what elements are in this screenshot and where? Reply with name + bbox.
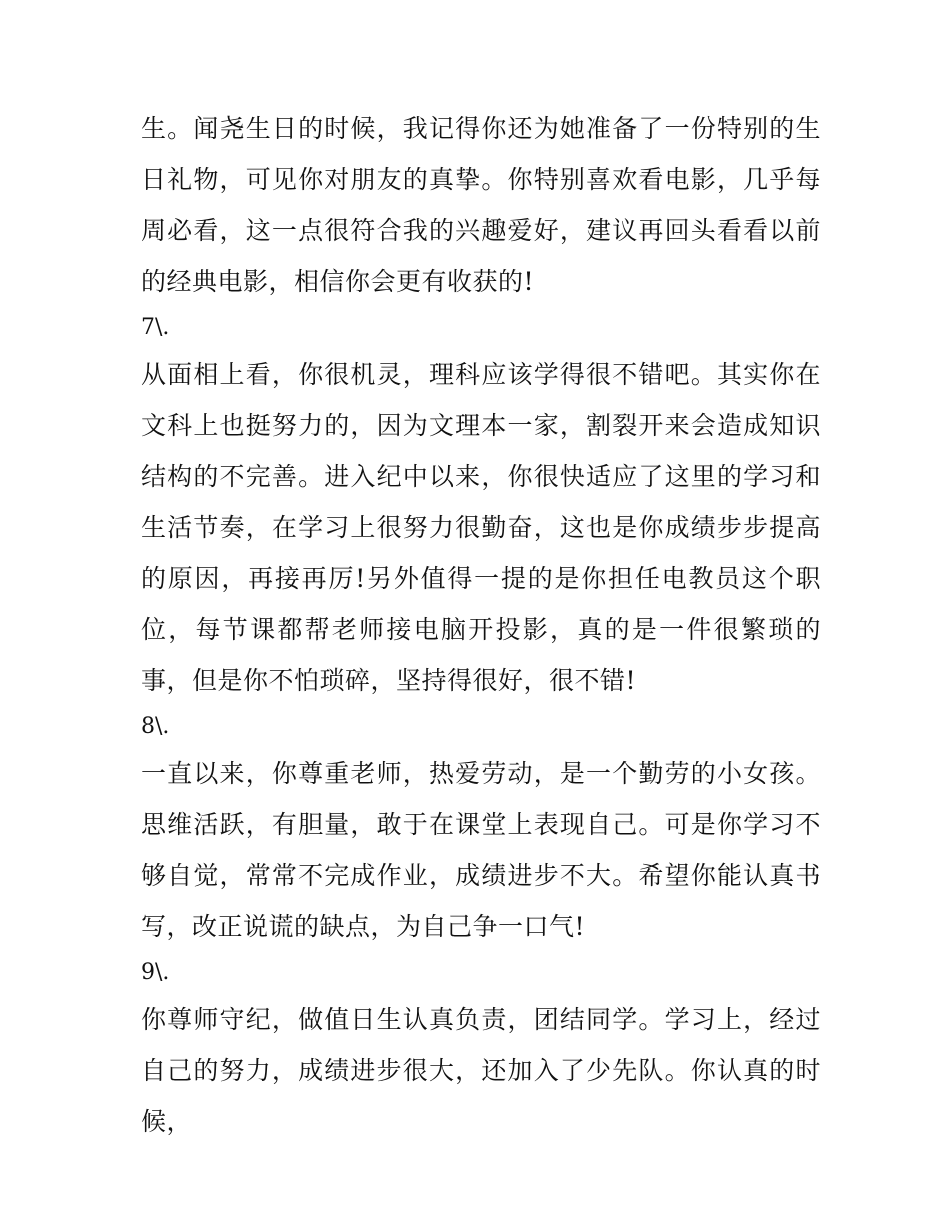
comment-9-number: 9\. <box>141 960 170 985</box>
comment-6-continued: 生。闻尧生日的时候，我记得你还为她准备了一份特别的生日礼物，可见你对朋友的真挚。你特别喜欢看电影，几乎每周必看，这一点很符合我的兴趣爱好，建议再回头看看以前的经典电影，相信你会更有收获的! <box>141 114 821 296</box>
comment-8-text: 一直以来，你尊重老师，热爱劳动，是一个勤劳的小女孩。思维活跃，有胆量，敢于在课堂上表现自己。可是你学习不够自觉，常常不完成作业，成绩进步不大。希望你能认真书写，改正说谎的缺点，为自己争一口气! <box>141 759 821 941</box>
document-page <box>141 103 821 1147</box>
comment-7-text: 从面相上看，你很机灵，理科应该学得很不错吧。其实你在文科上也挺努力的，因为文理本一家，割裂开来会造成知识结构的不完善。进入纪中以来，你很快适应了这里的学习和生活节奏，在学习上很努力很勤奋，这也是你成绩步步提高的原因，再接再厉!另外值得一提的是你担任电教员这个职位，每节课都帮老师接电脑开投影，真的是一件很繁琐的事，但是你不怕琐碎，坚持得很好，很不错! <box>141 360 821 695</box>
comment-8-number: 8\. <box>141 714 170 739</box>
comment-9-text: 你尊师守纪，做值日生认真负责，团结同学。学习上，经过自己的努力，成绩进步很大，还加入了少先队。你认真的时候， <box>141 1005 821 1136</box>
comment-7-number: 7\. <box>141 315 170 340</box>
